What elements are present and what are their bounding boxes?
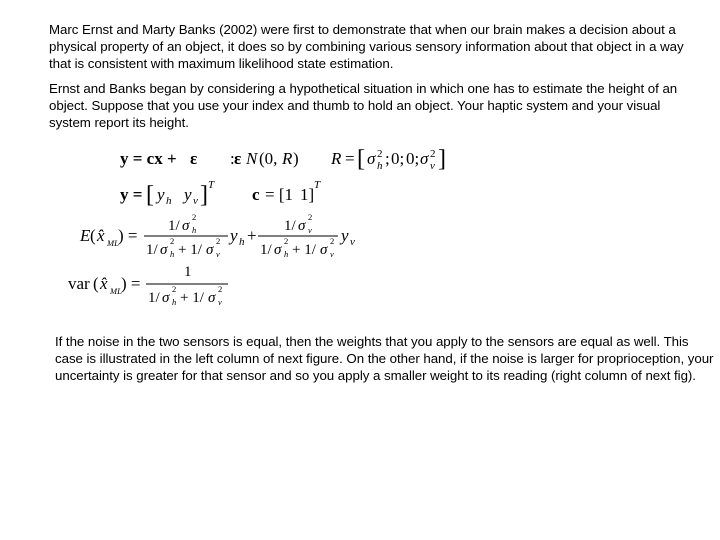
svg-text:y =: y = [120, 185, 143, 204]
svg-text:σ: σ [298, 218, 306, 234]
svg-text:= [1: = [1 [265, 185, 293, 204]
svg-text:=: = [345, 149, 355, 168]
svg-text:2: 2 [192, 212, 197, 222]
svg-text:h: h [166, 195, 172, 207]
svg-text:h: h [284, 249, 289, 259]
svg-text:x̂: x̂ [100, 274, 108, 293]
svg-text:]: ] [438, 146, 446, 172]
svg-text:(0,: (0, [259, 149, 278, 168]
svg-text:y: y [341, 226, 349, 245]
svg-text:+: + [247, 226, 257, 245]
svg-text:σ: σ [420, 149, 429, 168]
svg-text:1/: 1/ [168, 218, 180, 234]
equation-model [120, 149, 197, 168]
svg-text::: : [230, 149, 235, 168]
svg-text:(: ( [93, 274, 99, 293]
svg-text:+ 1/: + 1/ [178, 242, 202, 258]
svg-text:1/: 1/ [260, 242, 272, 258]
svg-text:1/: 1/ [284, 218, 296, 234]
svg-text:1/: 1/ [148, 290, 160, 306]
svg-text:1]: 1] [300, 185, 315, 204]
svg-text:y = cx +: y = cx + [120, 149, 177, 168]
svg-text:): ) [293, 149, 299, 168]
svg-text:y: y [230, 226, 238, 245]
noise-paragraph: If the noise in the two sensors is equal, then the weights that you apply to the sensors are equal as well. This case is illustrated in the left column of next figure. On the other hand, if the noise is larger for proprioception, your uncertainty is greater for that sensor and so you apply a smaller weight to its reading (right column of next fig). [55, 334, 714, 383]
svg-text:v: v [218, 297, 222, 307]
svg-text:2: 2 [308, 212, 313, 222]
svg-text:2: 2 [430, 148, 436, 160]
svg-text:0;: 0; [406, 149, 420, 168]
equation-ml-estimate [79, 212, 355, 259]
svg-text:2: 2 [218, 284, 223, 294]
svg-text:σ: σ [367, 149, 376, 168]
intro-paragraph: Marc Ernst and Marty Banks (2002) were first to demonstrate that when our brain makes a decision about a physical property of an object, it does so by combining various sensory information about that object in a way that is consistent with maximum likelihood state estimation. [49, 22, 684, 71]
svg-text:[: [ [357, 146, 365, 172]
svg-text:) =: ) = [118, 226, 138, 245]
svg-text:y: y [157, 185, 165, 204]
equation-obs-vector [120, 179, 215, 208]
svg-text:σ: σ [206, 242, 214, 258]
svg-text:1: 1 [184, 264, 192, 280]
svg-text:+ 1/: + 1/ [180, 290, 204, 306]
svg-text:R: R [331, 149, 342, 168]
equation-noise-dist [230, 149, 299, 168]
svg-text:ML: ML [107, 238, 119, 248]
svg-text:h: h [239, 236, 245, 248]
svg-text:+ 1/: + 1/ [292, 242, 316, 258]
svg-text:v: v [430, 160, 435, 172]
svg-text:) =: ) = [121, 274, 141, 293]
equation-noise-cov [330, 146, 446, 172]
svg-text:R: R [282, 149, 293, 168]
equations-block [60, 140, 480, 315]
setup-paragraph: Ernst and Banks began by considering a hypothetical situation in which one has to estimate the height of an object. Suppose that you use your index and thumb to hold an object. Your haptic system and your visual system report its height. [49, 81, 678, 130]
svg-text:h: h [170, 249, 175, 259]
svg-text:[: [ [146, 182, 154, 208]
svg-text:ε: ε [190, 149, 198, 168]
svg-text:c: c [252, 185, 260, 204]
svg-text:σ: σ [162, 290, 170, 306]
svg-text:ε: ε [234, 149, 242, 168]
svg-text:2: 2 [284, 236, 289, 246]
svg-text:2: 2 [377, 148, 383, 160]
svg-text:h: h [377, 160, 383, 172]
svg-text:N: N [246, 149, 258, 168]
svg-text:]: ] [200, 182, 208, 208]
svg-text:σ: σ [208, 290, 216, 306]
svg-text:σ: σ [274, 242, 282, 258]
svg-text:σ: σ [182, 218, 190, 234]
svg-text:2: 2 [330, 236, 335, 246]
svg-text:v: v [350, 236, 355, 248]
svg-text:2: 2 [170, 236, 175, 246]
svg-text:x̂: x̂ [97, 226, 105, 245]
svg-text:1/: 1/ [146, 242, 158, 258]
svg-text:v: v [330, 249, 334, 259]
svg-text:v: v [193, 195, 198, 207]
equation-ml-variance [68, 264, 228, 307]
svg-text:(: ( [90, 226, 96, 245]
svg-text:σ: σ [320, 242, 328, 258]
svg-text:E: E [80, 226, 91, 245]
svg-text:v: v [216, 249, 220, 259]
svg-text:σ: σ [160, 242, 168, 258]
svg-text:;: ; [385, 149, 390, 168]
svg-text:h: h [172, 297, 177, 307]
svg-text:y: y [184, 185, 192, 204]
svg-text:0;: 0; [391, 149, 405, 168]
equation-c-vector [252, 179, 321, 204]
svg-text:2: 2 [172, 284, 177, 294]
svg-text:T: T [208, 179, 215, 191]
svg-text:T: T [314, 179, 321, 191]
svg-text:ML: ML [110, 286, 122, 296]
svg-text:var: var [68, 274, 90, 293]
svg-text:h: h [192, 225, 197, 235]
svg-text:v: v [308, 225, 312, 235]
svg-text:2: 2 [216, 236, 221, 246]
